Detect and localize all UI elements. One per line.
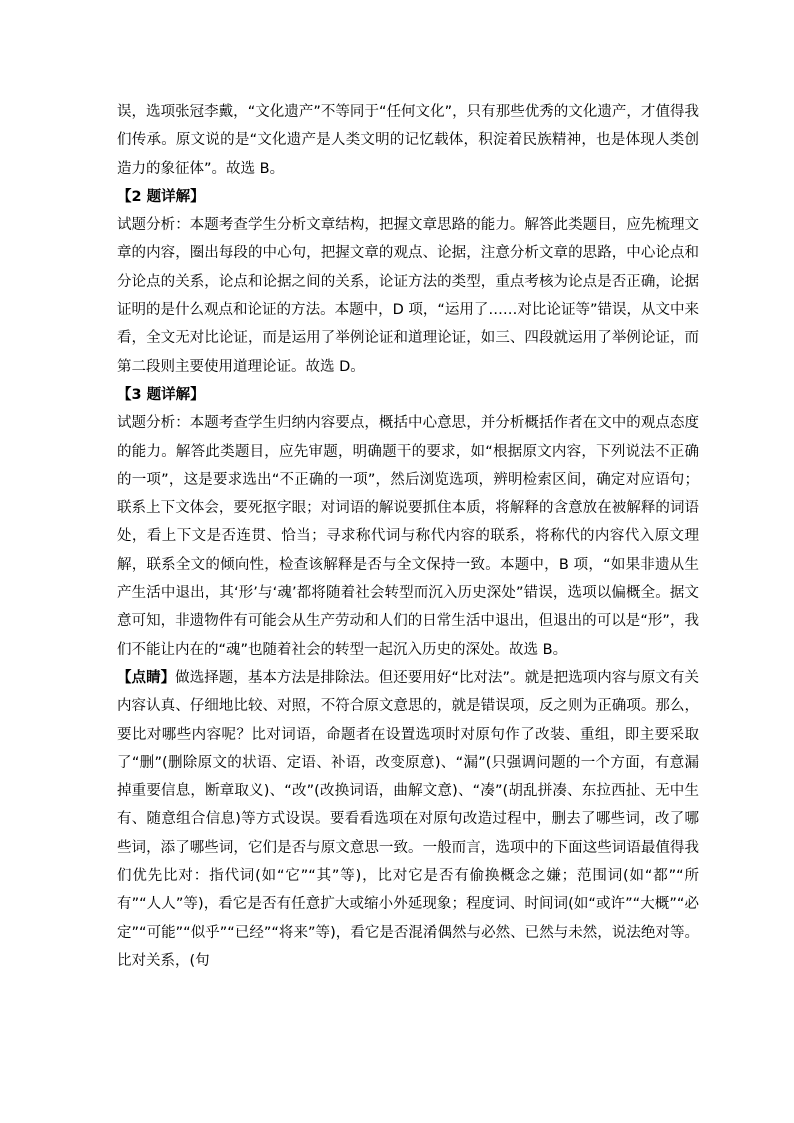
document-page	[117, 98, 699, 975]
paragraph-question-2-analysis: 试题分析：本题考查学生分析文章结构，把握文章思路的能力。解答此类题目，应先梳理文章的内容，圈出每段的中心句，把握文章的观点、论据，注意分析文章的思路，中心论点和分论点的关系，论点和论据之间的关系，论证方法的类型，重点考核为论点是否正确，论据证明的是什么观点和论证的方法。本题中，D 项，“运用了……对比论证等”错误，从文中来看，全文无对比论证，而是运用了举例论证和道理论证，如三、四段就运用了举例论证，而第二段则主要使用道理论证。故选 D。	[117, 217, 699, 375]
key-point-text: 做选择题，基本方法是排除法。但还要用好“比对法”。就是把选项内容与原文有关内容认真、仔细地比较、对照，不符合原文意思的，就是错误项，反之则为正确项。那么，要比对哪些内容呢？比对词语，命题者在设置选项时对原句作了改装、重组，即主要采取了“删”(删除原文的状语、定语、补语，改变原意)、“漏”(只强调问题的一个方面，有意漏掉重要信息，断章取义)、“改”(改换词语，曲解文意)、“凑”(胡乱拼凑、东拉西扯、无中生有、随意组合信息)等方式设误。要看看选项在对原句改造过程中，删去了哪些词，改了哪些词，添了哪些词，它们是否与原文意思一致。一般而言，选项中的下面这些词语最值得我们优先比对：指代词(如“它”“其”等)，比对它是否有偷换概念之嫌；范围词(如“都”“所有”“人人”等)，看它是否有任意扩大或缩小外延现象；程度词、时间词(如“或许”“大概”“必定”“可能”“似乎”“已经”“将来”等)，看它是否混淆偶然与必然、已然与未然，说法绝对等。比对关系，(句	[117, 669, 699, 969]
heading-question-3-detail: 【3 题详解】	[117, 386, 205, 403]
paragraph-answer-1-continued: 误，选项张冠李戴，“文化遗产”不等同于“任何文化”，只有那些优秀的文化遗产，才值得我们传承。原文说的是“文化遗产是人类文明的记忆载体，积淀着民族精神，也是体现人类创造力的象征体”。故选 B。	[117, 104, 699, 177]
key-point-label: 【点睛】	[117, 669, 176, 686]
paragraph-key-point	[117, 664, 699, 975]
heading-question-2-detail: 【2 题详解】	[117, 188, 205, 205]
paragraph-question-3-analysis: 试题分析：本题考查学生归纳内容要点，概括中心意思，并分析概括作者在文中的观点态度的能力。解答此类题目，应先审题，明确题干的要求，如“根据原文内容，下列说法不正确的一项”，这是要求选出“不正确的一项”，然后浏览选项，辨明检索区间，确定对应语句；联系上下文体会，要死抠字眼；对词语的解说要抓住本质，将解释的含意放在被解释的词语处，看上下文是否连贯、恰当；寻求称代词与称代内容的联系，将称代的内容代入原文理解，联系全文的倾向性，检查该解释是否与全文保持一致。本题中，B 项，“如果非遗从生产生活中退出，其‘形’与‘魂’都将随着社会转型而沉入历史深处”错误，选项以偏概全。据文意可知，非遗物件有可能会从生产劳动和人们的日常生活中退出，但退出的可以是“形”，我们不能让内在的“魂”也随着社会的转型一起沉入历史的深处。故选 B。	[117, 415, 699, 658]
